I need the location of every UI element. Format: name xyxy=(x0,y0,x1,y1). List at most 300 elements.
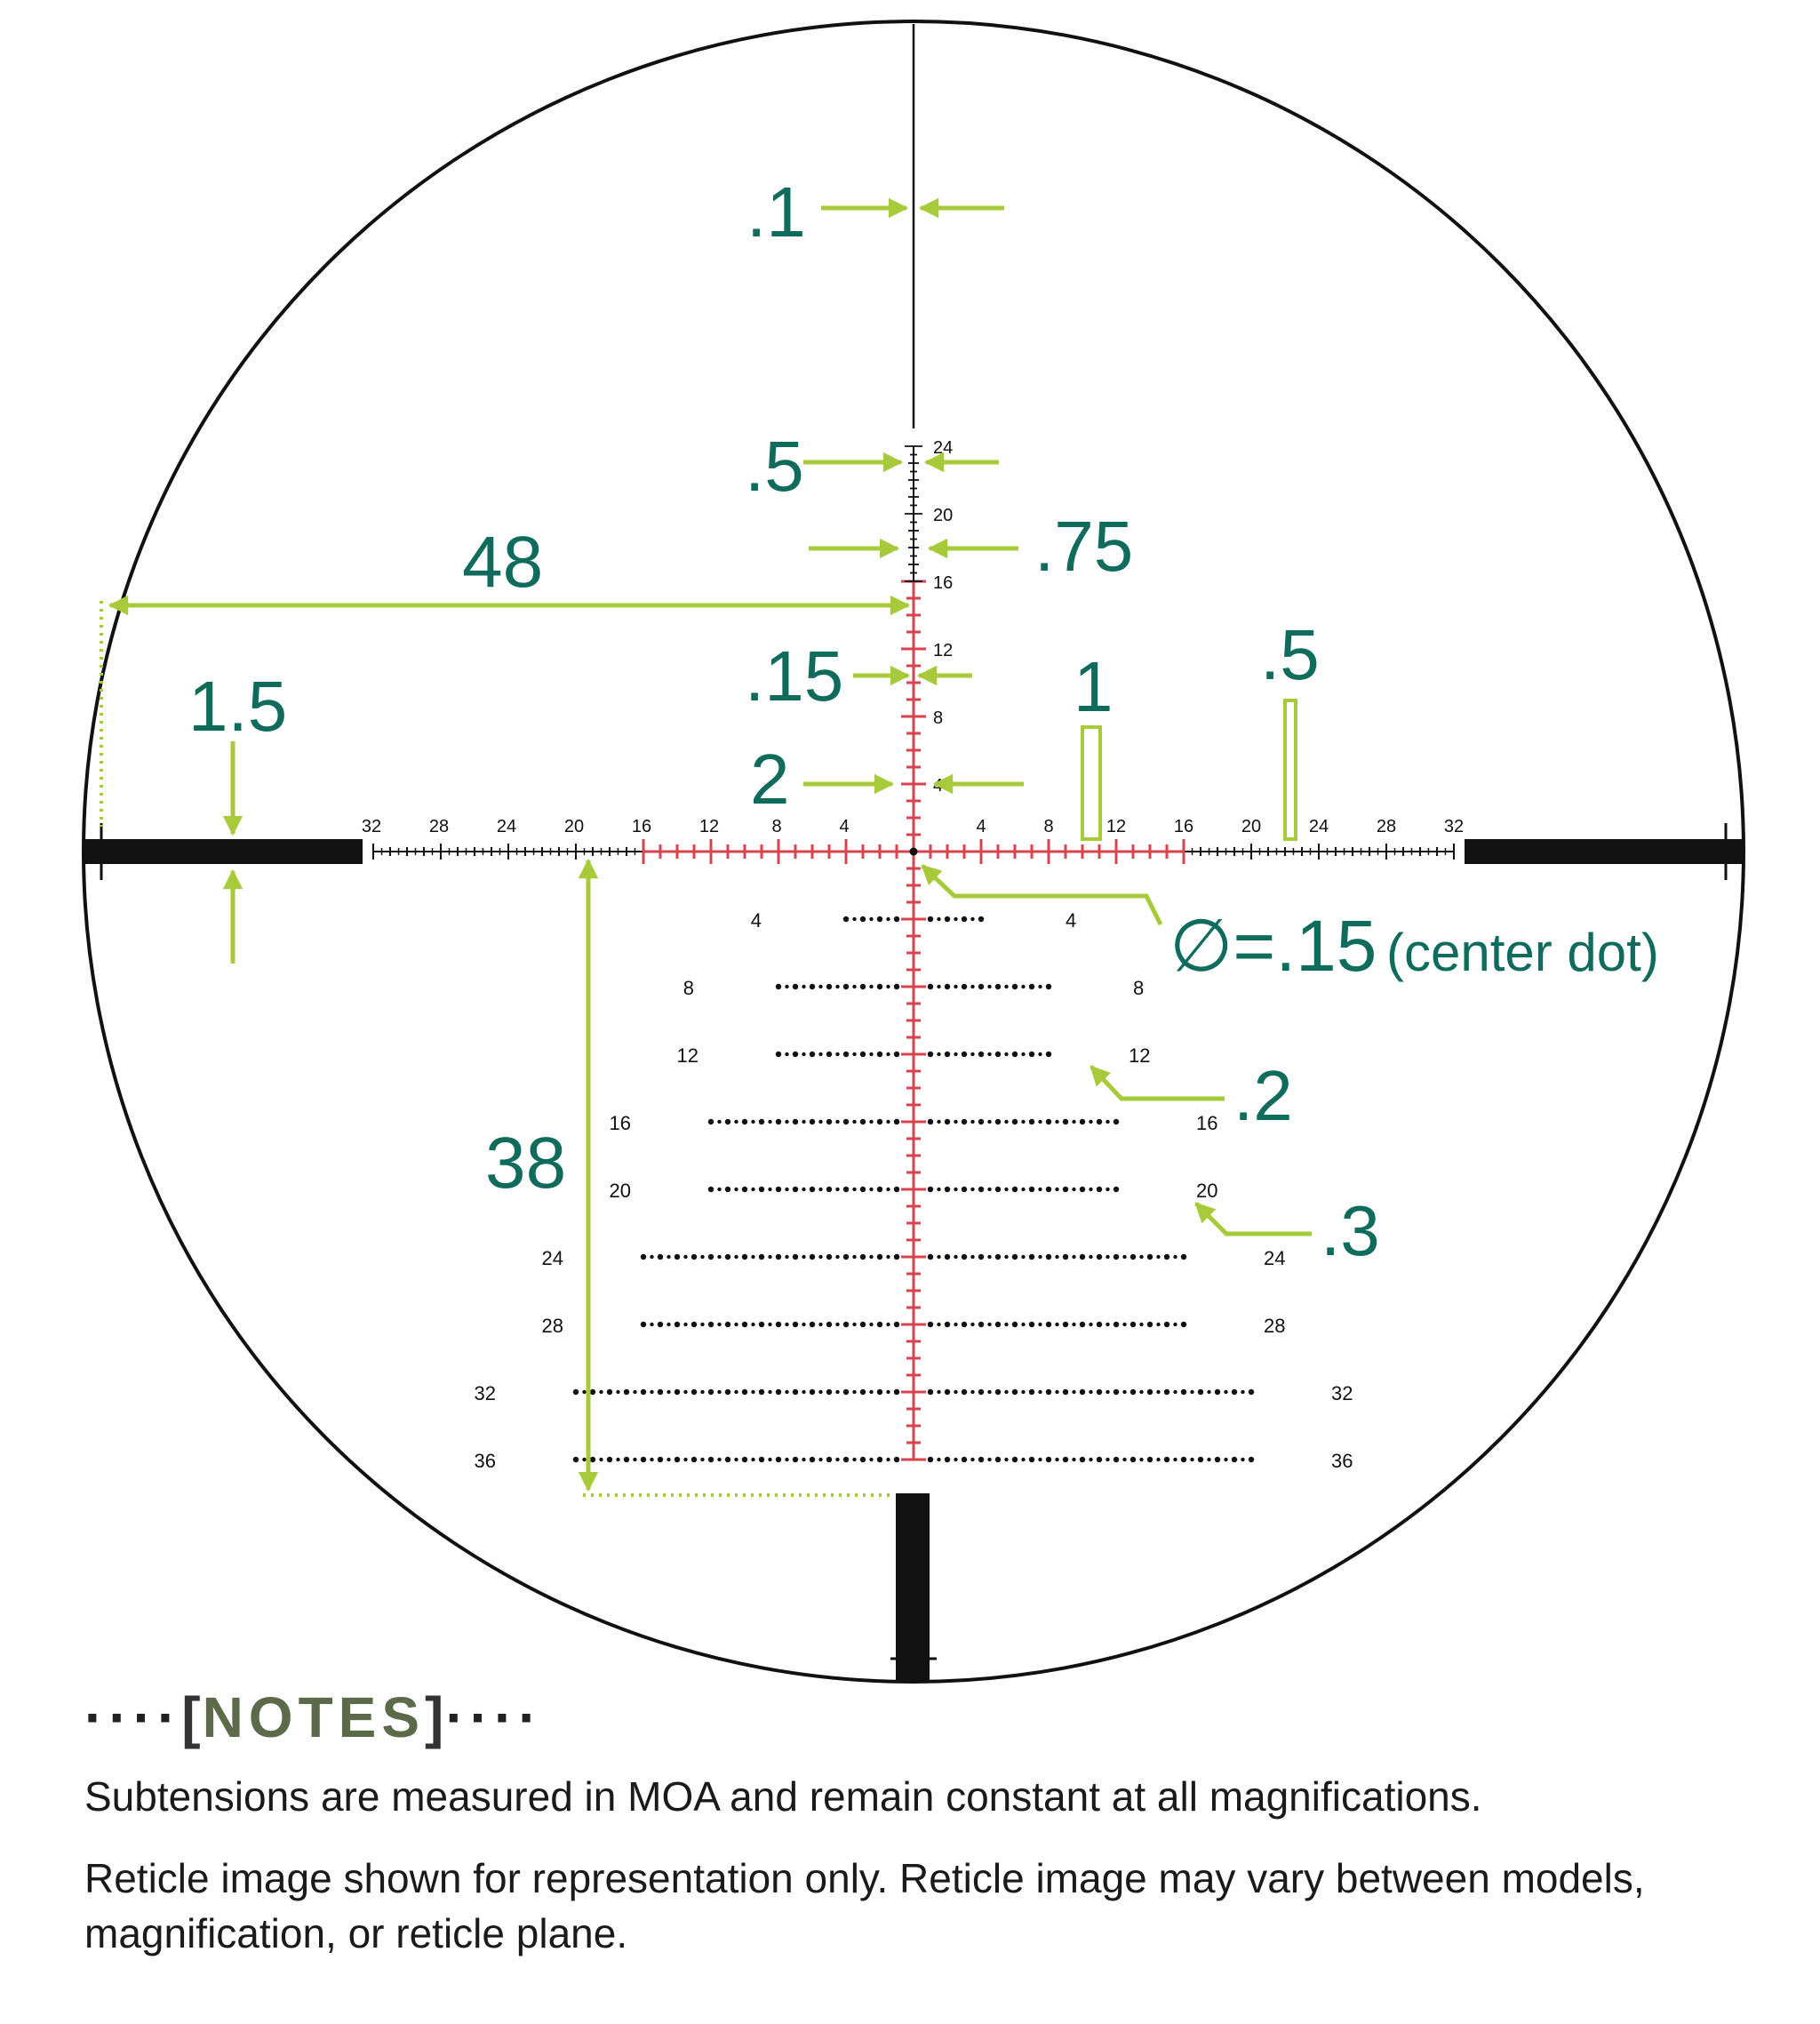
holdover-dot-large xyxy=(1029,1119,1034,1124)
holdover-dot-small xyxy=(835,1052,839,1056)
dot-row-label-left-20: 20 xyxy=(609,1180,631,1202)
v-label-20: 20 xyxy=(933,506,954,525)
holdover-dot-large xyxy=(1097,1322,1102,1327)
holdover-dot-small xyxy=(852,917,856,921)
holdover-dot-small xyxy=(1021,1052,1025,1056)
holdover-dot-large xyxy=(1029,1052,1034,1057)
dot-row-label-right-12: 12 xyxy=(1129,1044,1151,1067)
holdover-dot-small xyxy=(616,1390,619,1394)
holdover-dot-small xyxy=(937,1458,940,1461)
v-label-24: 24 xyxy=(933,438,954,458)
holdover-dot-small xyxy=(751,1323,754,1326)
dot-row-label-left-24: 24 xyxy=(541,1247,563,1269)
holdover-dot-small xyxy=(1055,1323,1058,1326)
holdover-dot-large xyxy=(860,916,866,922)
holdover-dot-small xyxy=(1139,1458,1143,1461)
h-label-right-16: 16 xyxy=(1173,817,1194,836)
holdover-dot-large xyxy=(928,1254,933,1260)
holdover-dot-small xyxy=(802,1458,805,1461)
holdover-dot-large xyxy=(793,984,798,989)
holdover-dot-small xyxy=(751,1188,754,1191)
holdover-dot-large xyxy=(1181,1322,1186,1327)
holdover-dot-large xyxy=(945,1187,950,1192)
holdover-dot-large xyxy=(1147,1254,1153,1260)
label-short-tick: .5 xyxy=(1260,615,1320,694)
holdover-dot-small xyxy=(1190,1458,1193,1461)
holdover-dot-large xyxy=(742,1254,747,1260)
holdover-dot-small xyxy=(937,1120,940,1124)
holdover-dot-small xyxy=(970,1255,974,1259)
holdover-dot-small xyxy=(1038,1120,1042,1124)
holdover-dot-large xyxy=(725,1119,730,1124)
holdover-dot-small xyxy=(802,1390,805,1394)
holdover-dot-small xyxy=(835,1458,839,1461)
holdover-dot-large xyxy=(928,984,933,989)
holdover-dot-large xyxy=(978,1187,984,1192)
holdover-dot-large xyxy=(1063,1389,1068,1395)
holdover-dot-large xyxy=(945,984,950,989)
holdover-dot-small xyxy=(937,1323,940,1326)
dimension-labels xyxy=(188,172,1659,1270)
holdover-dot-small xyxy=(717,1188,721,1191)
holdover-dot-large xyxy=(1080,1322,1085,1327)
holdover-dot-small xyxy=(1156,1323,1160,1326)
long-tick-outline xyxy=(1082,727,1100,839)
holdover-dot-large xyxy=(1080,1119,1085,1124)
holdover-dot-large xyxy=(928,1119,933,1124)
holdover-dot-large xyxy=(860,1322,866,1327)
holdover-dot-small xyxy=(650,1390,653,1394)
holdover-dot-large xyxy=(1198,1389,1203,1395)
holdover-dot-small xyxy=(1038,1390,1042,1394)
holdover-dot-small xyxy=(987,1390,991,1394)
holdover-dot-small xyxy=(987,1323,991,1326)
holdover-dot-small xyxy=(667,1255,670,1259)
holdover-dot-small xyxy=(818,1323,822,1326)
holdover-dot-small xyxy=(835,1188,839,1191)
holdover-dot-large xyxy=(691,1457,697,1462)
holdover-dot-large xyxy=(1012,1254,1018,1260)
holdover-dot-large xyxy=(691,1322,697,1327)
holdover-dot-large xyxy=(708,1187,714,1192)
holdover-dot-small xyxy=(886,1120,890,1124)
holdover-dot-small xyxy=(1139,1255,1143,1259)
holdover-dot-large xyxy=(1012,1457,1018,1462)
holdover-dot-large xyxy=(843,1119,849,1124)
dot-row-label-right-4: 4 xyxy=(1066,909,1077,932)
h-label-right-24: 24 xyxy=(1308,817,1329,836)
holdover-dot-large xyxy=(894,916,899,922)
holdover-dot-large xyxy=(843,1187,849,1192)
holdover-dot-large xyxy=(742,1457,747,1462)
holdover-dot-small xyxy=(970,985,974,988)
holdover-dot-large xyxy=(995,1187,1001,1192)
holdover-dot-small xyxy=(1122,1323,1126,1326)
holdover-dot-large xyxy=(793,1119,798,1124)
holdover-dot-small xyxy=(852,1323,856,1326)
holdover-dot-small xyxy=(1241,1458,1244,1461)
holdover-dot-large xyxy=(759,1119,764,1124)
holdover-dot-large xyxy=(793,1187,798,1192)
holdover-dot-small xyxy=(954,1390,957,1394)
holdover-dot-large xyxy=(1046,1187,1051,1192)
holdover-dot-small xyxy=(734,1188,738,1191)
holdover-dot-large xyxy=(995,1119,1001,1124)
holdover-dot-large xyxy=(1097,1389,1102,1395)
holdover-dot-small xyxy=(970,1052,974,1056)
holdover-dot-large xyxy=(725,1254,730,1260)
holdover-dot-small xyxy=(1106,1120,1109,1124)
holdover-dot-large xyxy=(708,1457,714,1462)
holdover-dot-small xyxy=(1038,1255,1042,1259)
holdover-dot-large xyxy=(1012,984,1018,989)
holdover-dot-large xyxy=(826,984,832,989)
notes-dots-right: ···· xyxy=(445,1685,543,1749)
holdover-dot-large xyxy=(962,1119,967,1124)
label-upper-tick-width: .5 xyxy=(745,427,804,506)
holdover-dot-small xyxy=(768,1188,771,1191)
holdover-dot-large xyxy=(826,1187,832,1192)
holdover-dot-large xyxy=(860,1187,866,1192)
holdover-dot-large xyxy=(843,1389,849,1395)
holdover-dot-large xyxy=(978,916,984,922)
holdover-dot-small xyxy=(869,1323,873,1326)
holdover-dot-small xyxy=(937,917,940,921)
holdover-dot-large xyxy=(1029,1389,1034,1395)
holdover-dot-large xyxy=(877,1322,882,1327)
holdover-dot-large xyxy=(624,1457,629,1462)
holdover-dot-large xyxy=(641,1322,646,1327)
holdover-dot-large xyxy=(1063,1457,1068,1462)
holdover-dot-small xyxy=(1173,1458,1177,1461)
holdover-dot-small xyxy=(785,1188,788,1191)
holdover-dot-small xyxy=(1241,1390,1244,1394)
holdover-dot-large xyxy=(978,1457,984,1462)
holdover-dot-large xyxy=(843,1052,849,1057)
holdover-dot-large xyxy=(1164,1322,1169,1327)
holdover-dot-small xyxy=(1106,1458,1109,1461)
holdover-dot-small xyxy=(954,1458,957,1461)
holdover-dot-large xyxy=(826,1457,832,1462)
holdover-dot-small xyxy=(1190,1390,1193,1394)
holdover-dot-small xyxy=(1224,1390,1227,1394)
note-line-1: Subtensions are measured in MOA and remain constant at all magnifications. xyxy=(84,1773,1482,1820)
holdover-dot-small xyxy=(667,1458,670,1461)
holdover-dot-large xyxy=(725,1457,730,1462)
holdover-dot-small xyxy=(818,1458,822,1461)
holdover-dot-small xyxy=(700,1390,704,1394)
holdover-dot-small xyxy=(835,1255,839,1259)
holdover-dot-small xyxy=(1038,1052,1042,1056)
holdover-dot-small xyxy=(1004,1458,1008,1461)
holdover-dot-large xyxy=(776,1389,781,1395)
vertical-scale-labels xyxy=(933,438,953,796)
holdover-dot-large xyxy=(1029,1187,1034,1192)
holdover-dot-large xyxy=(860,1457,866,1462)
dot-row-label-left-4: 4 xyxy=(750,909,762,932)
label-center-dot-note: (center dot) xyxy=(1386,923,1659,982)
holdover-dot-large xyxy=(776,984,781,989)
right-thick-bar xyxy=(1465,839,1744,864)
holdover-dot-small xyxy=(937,1390,940,1394)
holdover-dot-small xyxy=(1055,1390,1058,1394)
arrow-dot-small xyxy=(1091,1067,1225,1099)
holdover-dot-large xyxy=(1063,1119,1068,1124)
holdover-dot-large xyxy=(962,1254,967,1260)
holdover-dot-large xyxy=(573,1457,579,1462)
holdover-dot-large xyxy=(675,1254,680,1260)
holdover-dot-large xyxy=(995,984,1001,989)
holdover-dot-large xyxy=(776,1187,781,1192)
holdover-dot-small xyxy=(802,1255,805,1259)
holdover-dot-large xyxy=(1080,1254,1085,1260)
holdover-dot-large xyxy=(962,1322,967,1327)
holdover-dot-large xyxy=(1147,1322,1153,1327)
holdover-dot-small xyxy=(835,1120,839,1124)
holdover-dot-small xyxy=(886,1052,890,1056)
h-label-left-28: 28 xyxy=(428,817,450,836)
holdover-dot-large xyxy=(860,984,866,989)
holdover-dot-large xyxy=(928,916,933,922)
holdover-dot-small xyxy=(1173,1390,1177,1394)
holdover-dot-small xyxy=(954,1255,957,1259)
holdover-dot-large xyxy=(573,1389,579,1395)
holdover-dot-large xyxy=(1012,1389,1018,1395)
holdover-dot-small xyxy=(886,985,890,988)
center-dot xyxy=(910,848,918,856)
holdover-dot-large xyxy=(1181,1254,1186,1260)
holdover-dot-large xyxy=(860,1254,866,1260)
holdover-dot-large xyxy=(641,1254,646,1260)
notes-section xyxy=(84,1685,1737,1988)
holdover-dot-large xyxy=(810,1052,815,1057)
holdover-dot-large xyxy=(1181,1389,1186,1395)
holdover-dot-small xyxy=(1106,1188,1109,1191)
holdover-dot-small xyxy=(869,985,873,988)
holdover-dot-large xyxy=(945,1457,950,1462)
holdover-dot-small xyxy=(954,1052,957,1056)
holdover-dot-large xyxy=(1232,1389,1237,1395)
holdover-dot-small xyxy=(1004,1255,1008,1259)
holdover-dot-small xyxy=(1004,1188,1008,1191)
holdover-dot-small xyxy=(1004,1120,1008,1124)
holdover-dot-large xyxy=(894,1119,899,1124)
holdover-dot-large xyxy=(675,1322,680,1327)
holdover-dot-small xyxy=(1173,1255,1177,1259)
holdover-dot-small xyxy=(683,1458,687,1461)
holdover-dot-large xyxy=(826,1389,832,1395)
holdover-dot-large xyxy=(658,1254,663,1260)
holdover-dot-small xyxy=(1156,1255,1160,1259)
holdover-dot-small xyxy=(1072,1458,1075,1461)
holdover-dot-large xyxy=(793,1322,798,1327)
holdover-dot-large xyxy=(1232,1457,1237,1462)
holdover-dot-small xyxy=(633,1458,636,1461)
holdover-dot-small xyxy=(1122,1390,1126,1394)
holdover-dot-large xyxy=(826,1052,832,1057)
holdover-dot-large xyxy=(590,1457,595,1462)
holdover-dot-large xyxy=(1063,1322,1068,1327)
holdover-dot-large xyxy=(826,1119,832,1124)
holdover-dot-small xyxy=(970,1323,974,1326)
bottom-thick-post xyxy=(896,1493,930,1682)
holdover-dot-large xyxy=(843,1254,849,1260)
holdover-dot-small xyxy=(802,985,805,988)
holdover-dot-small xyxy=(818,1120,822,1124)
holdover-dot-large xyxy=(1046,1254,1051,1260)
holdover-dot-small xyxy=(937,985,940,988)
holdover-dot-large xyxy=(978,1119,984,1124)
holdover-dot-small xyxy=(869,1255,873,1259)
holdover-dot-large xyxy=(1097,1119,1102,1124)
holdover-dot-large xyxy=(1046,1119,1051,1124)
holdover-dot-small xyxy=(734,1323,738,1326)
holdover-dot-small xyxy=(970,1188,974,1191)
holdover-dot-small xyxy=(1106,1255,1109,1259)
holdover-dot-large xyxy=(928,1052,933,1057)
holdover-dot-large xyxy=(1114,1187,1119,1192)
holdover-dot-large xyxy=(1164,1389,1169,1395)
dot-row-label-right-24: 24 xyxy=(1264,1247,1286,1269)
holdover-dot-large xyxy=(810,1389,815,1395)
holdover-dot-large xyxy=(691,1389,697,1395)
holdover-dot-large xyxy=(962,1389,967,1395)
arrow-dot-large xyxy=(1196,1204,1312,1234)
holdover-dot-large xyxy=(759,1254,764,1260)
holdover-dot-large xyxy=(1215,1389,1220,1395)
holdover-dot-large xyxy=(877,984,882,989)
holdover-dot-small xyxy=(650,1458,653,1461)
holdover-dot-small xyxy=(1207,1390,1210,1394)
holdover-dot-small xyxy=(818,1188,822,1191)
holdover-dot-large xyxy=(962,1187,967,1192)
holdover-dot-small xyxy=(599,1458,603,1461)
holdover-dot-large xyxy=(945,916,950,922)
holdover-dot-small xyxy=(987,1120,991,1124)
holdover-dot-large xyxy=(1130,1322,1136,1327)
holdover-dot-large xyxy=(708,1254,714,1260)
holdover-dot-large xyxy=(810,1322,815,1327)
holdover-dot-large xyxy=(1012,1322,1018,1327)
holdover-dot-large xyxy=(1164,1254,1169,1260)
label-thick-bar-height: 1.5 xyxy=(188,667,288,746)
holdover-dot-small xyxy=(1038,1188,1042,1191)
holdover-dot-large xyxy=(1130,1254,1136,1260)
holdover-dot-small xyxy=(1089,1188,1092,1191)
dot-row-label-right-16: 16 xyxy=(1196,1112,1218,1134)
holdover-dot-large xyxy=(607,1389,612,1395)
holdover-dot-large xyxy=(675,1389,680,1395)
holdover-dot-large xyxy=(742,1187,747,1192)
holdover-dot-small xyxy=(1089,1255,1092,1259)
holdover-dot-small xyxy=(1156,1390,1160,1394)
holdover-dot-small xyxy=(1106,1390,1109,1394)
holdover-dot-large xyxy=(928,1322,933,1327)
holdover-dot-large xyxy=(894,1187,899,1192)
label-hash-spacing: 2 xyxy=(750,740,790,819)
holdover-dot-small xyxy=(970,1458,974,1461)
holdover-dot-large xyxy=(978,1389,984,1395)
holdover-dot-small xyxy=(751,1255,754,1259)
h-label-left-8: 8 xyxy=(771,817,782,836)
holdover-dot-large xyxy=(641,1457,646,1462)
dot-row-label-right-32: 32 xyxy=(1331,1382,1353,1404)
holdover-dot-large xyxy=(995,1254,1001,1260)
holdover-dot-large xyxy=(1029,1254,1034,1260)
holdover-dot-small xyxy=(616,1458,619,1461)
holdover-dot-small xyxy=(852,1458,856,1461)
holdover-dot-large xyxy=(894,1389,899,1395)
holdover-dot-large xyxy=(877,1119,882,1124)
holdover-dot-small xyxy=(987,1255,991,1259)
label-distance-38: 38 xyxy=(485,1123,567,1204)
holdover-dot-small xyxy=(869,1052,873,1056)
holdover-dot-small xyxy=(1072,1323,1075,1326)
holdover-dot-large xyxy=(708,1389,714,1395)
holdover-dot-small xyxy=(954,917,957,921)
holdover-dot-large xyxy=(945,1322,950,1327)
holdover-dot-large xyxy=(860,1052,866,1057)
holdover-dot-small xyxy=(768,1120,771,1124)
holdover-dot-large xyxy=(945,1052,950,1057)
holdover-dot-small xyxy=(785,1255,788,1259)
holdover-dot-small xyxy=(785,1120,788,1124)
holdover-dot-small xyxy=(785,1390,788,1394)
holdover-dot-small xyxy=(852,1120,856,1124)
v-label-8: 8 xyxy=(933,708,944,728)
holdover-dot-large xyxy=(1046,1457,1051,1462)
holdover-dot-large xyxy=(1147,1457,1153,1462)
holdover-dot-small xyxy=(835,985,839,988)
short-tick-outline xyxy=(1285,700,1296,839)
holdover-dot-small xyxy=(1038,1458,1042,1461)
label-top-post-width: .1 xyxy=(746,172,806,252)
holdover-dot-small xyxy=(768,1323,771,1326)
holdover-dot-small xyxy=(683,1255,687,1259)
holdover-dot-small xyxy=(1089,1458,1092,1461)
holdover-dot-small xyxy=(1139,1323,1143,1326)
holdover-dot-large xyxy=(1249,1389,1254,1395)
holdover-dot-small xyxy=(886,1323,890,1326)
holdover-dot-small xyxy=(1207,1458,1210,1461)
holdover-dot-small xyxy=(852,1390,856,1394)
dot-row-label-left-32: 32 xyxy=(474,1382,496,1404)
holdover-dot-small xyxy=(1055,1458,1058,1461)
holdover-dot-large xyxy=(1046,1052,1051,1057)
holdover-dot-large xyxy=(877,1457,882,1462)
holdover-dot-small xyxy=(1004,1390,1008,1394)
holdover-dot-small xyxy=(751,1120,754,1124)
holdover-dot-small xyxy=(1139,1390,1143,1394)
holdover-dot-small xyxy=(700,1255,704,1259)
holdover-dot-small xyxy=(1021,1390,1025,1394)
h-label-right-8: 8 xyxy=(1043,817,1054,836)
holdover-dot-small xyxy=(1021,1323,1025,1326)
holdover-dot-large xyxy=(894,1052,899,1057)
holdover-dot-large xyxy=(843,1322,849,1327)
holdover-dot-small xyxy=(869,1120,873,1124)
holdover-dot-small xyxy=(1072,1188,1075,1191)
holdover-dot-large xyxy=(1130,1457,1136,1462)
holdover-dot-small xyxy=(785,1458,788,1461)
holdover-dot-large xyxy=(928,1187,933,1192)
holdover-dot-large xyxy=(793,1254,798,1260)
h-label-right-28: 28 xyxy=(1376,817,1397,836)
holdover-dot-large xyxy=(962,1457,967,1462)
holdover-dot-large xyxy=(658,1322,663,1327)
arrow-center-dot xyxy=(922,866,1161,924)
holdover-dot-small xyxy=(987,1458,991,1461)
